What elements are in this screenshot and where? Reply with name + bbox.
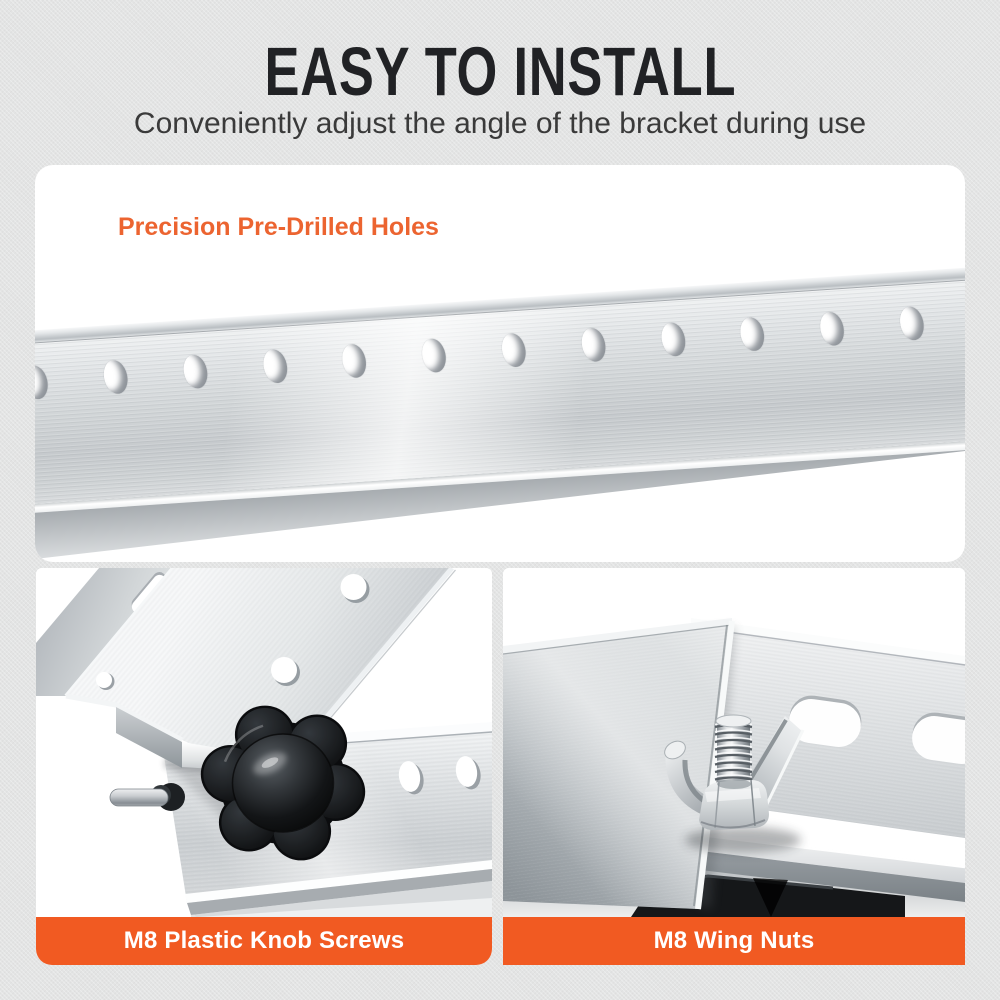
knob-dome	[233, 735, 333, 832]
drilled-hole	[499, 331, 529, 369]
page-title	[0, 32, 1000, 112]
wing-nut-photo	[503, 568, 965, 917]
drilled-hole	[339, 342, 369, 380]
drilled-hole	[101, 358, 131, 396]
drilled-hole	[897, 304, 927, 342]
angle-plate	[503, 618, 735, 910]
nut-body	[699, 779, 769, 830]
caption-knob-screws-text: M8 Plastic Knob Screws	[123, 927, 405, 954]
bolt-threads	[715, 715, 752, 786]
pre-drilled-rail	[35, 260, 965, 562]
drilled-hole	[419, 336, 449, 374]
bolt-top	[716, 715, 751, 727]
drilled-hole	[181, 352, 211, 390]
drilled-hole	[35, 363, 51, 401]
drilled-hole	[579, 326, 609, 364]
page-subtitle: Conveniently adjust the angle of the bracket during use	[133, 107, 867, 140]
detail-panel-wing-nuts	[503, 568, 965, 965]
feature-panel	[35, 165, 965, 562]
drilled-hole	[817, 310, 847, 348]
caption-wing-nuts	[503, 917, 965, 965]
knob-screw-photo	[36, 568, 492, 917]
drilled-hole	[260, 347, 290, 385]
caption-wing-nuts-text: M8 Wing Nuts	[653, 927, 815, 954]
page-title-text: EASY TO INSTALL	[264, 33, 736, 110]
caption-knob-screws	[36, 917, 492, 965]
drilled-hole	[737, 315, 767, 353]
detail-panel-knob-screws	[36, 568, 492, 965]
feature-label: Precision Pre-Drilled Holes	[118, 213, 439, 241]
drilled-hole	[658, 320, 688, 358]
